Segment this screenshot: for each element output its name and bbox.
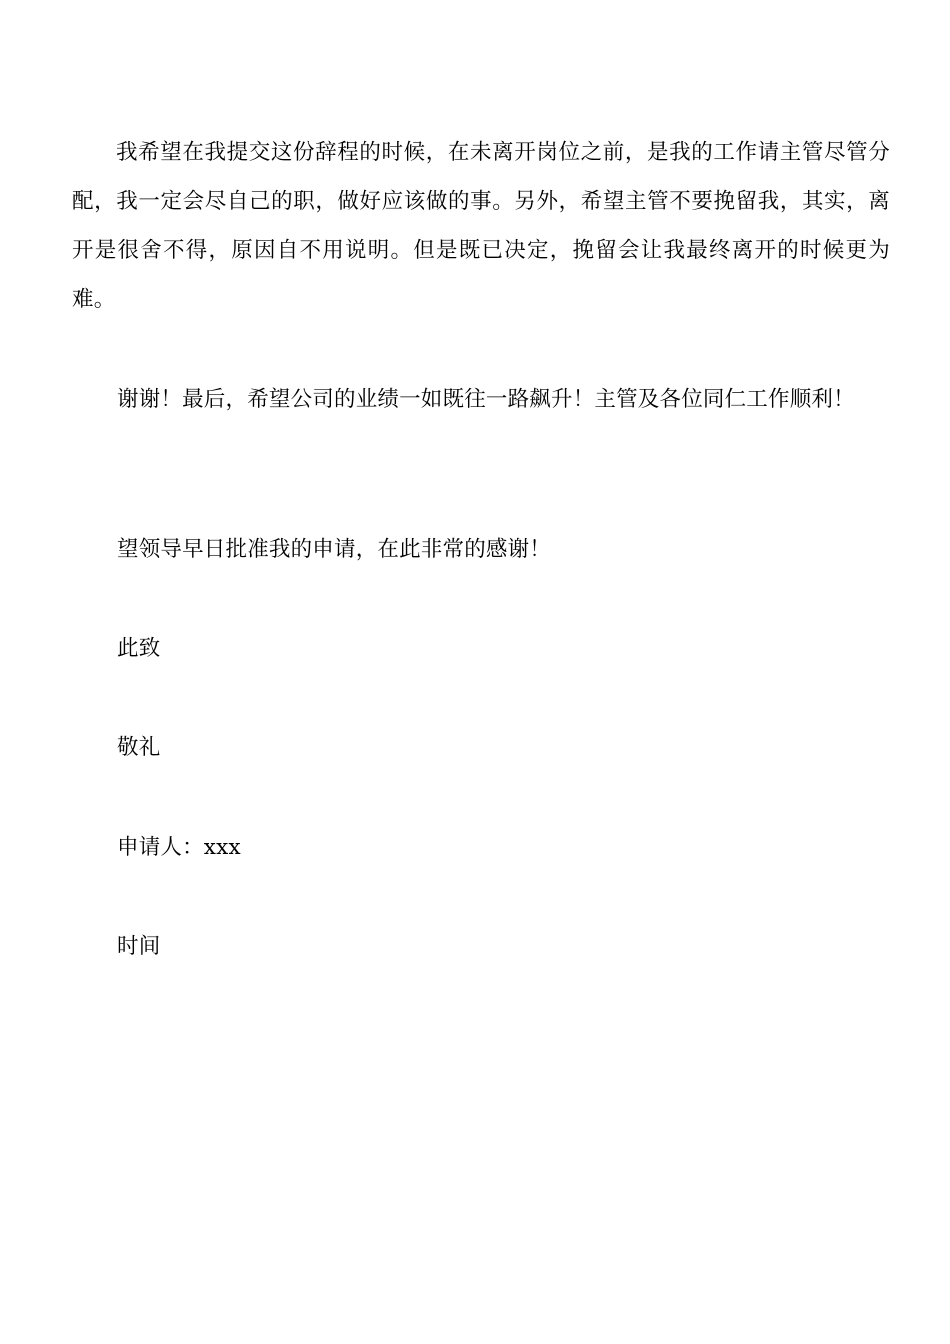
body-paragraph-thanks: 谢谢！最后，希望公司的业绩一如既往一路飙升！主管及各位同仁工作顺利！ [117, 387, 855, 412]
applicant-signature: 申请人：xxx [117, 835, 241, 860]
body-paragraph-resignation: 我希望在我提交这份辞程的时候，在未离开岗位之前，是我的工作请主管尽管分配，我一定会尽自己的职，做好应该做的事。另外，希望主管不要挽留我，其实，离开是很舍不得，原因自不用说明。但是既已决定，挽留会让我最终离开的时候更为难。 [72, 140, 890, 312]
closing-regards: 敬礼 [117, 735, 161, 760]
date-line: 时间 [117, 934, 161, 959]
body-paragraph-request: 望领导早日批准我的申请，在此非常的感谢！ [117, 537, 552, 562]
body-paragraph-container [72, 128, 890, 324]
closing-salutation: 此致 [117, 636, 161, 661]
